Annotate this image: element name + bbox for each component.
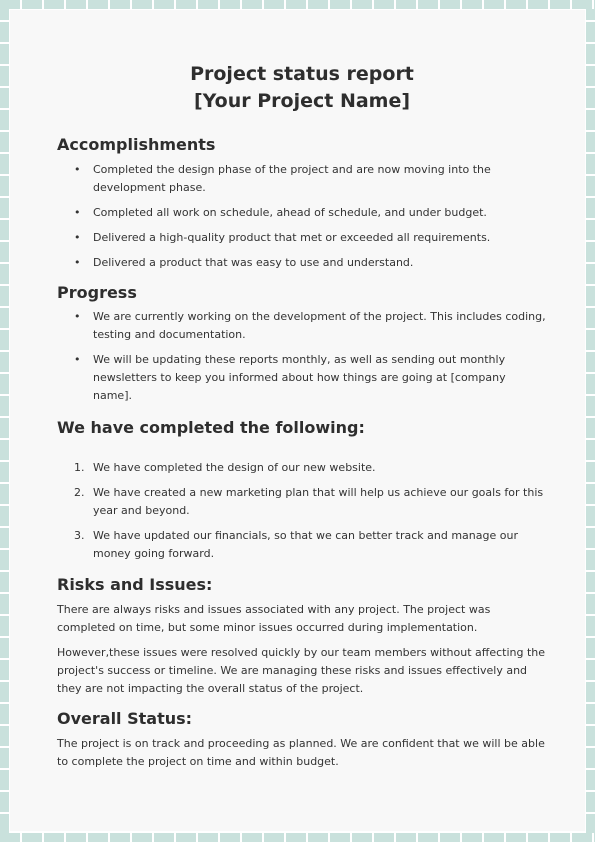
bullet-icon: • <box>74 310 81 323</box>
list-number: 2. <box>74 486 85 499</box>
list-item-text: Completed all work on schedule, ahead of schedule, and under budget. <box>93 206 487 219</box>
list-item <box>57 161 547 197</box>
list-item-text: We have completed the design of our new website. <box>93 461 376 474</box>
list-item <box>57 484 547 520</box>
bullet-icon: • <box>74 353 81 366</box>
title-line-1: Project status report <box>190 63 414 85</box>
list-item-text: Delivered a product that was easy to use and understand. <box>93 256 414 269</box>
overall-status-heading: Overall Status: <box>57 709 193 728</box>
accomplishments-list <box>57 161 547 272</box>
list-item <box>57 229 547 247</box>
risks-paragraph: There are always risks and issues associated with any project. The project was completed on time, but some minor issues occurred during implementation. <box>57 603 491 634</box>
progress-list <box>57 308 547 405</box>
list-item-text: Completed the design phase of the project and are now moving into the development phase. <box>93 163 491 194</box>
document-title <box>57 61 547 115</box>
overall-status-paragraph: The project is on track and proceeding as planned. We are confident that we will be able to complete the project on time and within budget. <box>57 737 545 768</box>
list-item <box>57 527 547 563</box>
list-item-text: Delivered a high-quality product that met or exceeded all requirements. <box>93 231 491 244</box>
title-line-2: [Your Project Name] <box>193 90 411 112</box>
list-item <box>57 308 547 344</box>
risks-paragraph: However,these issues were resolved quickly by our team members without affecting the project's success or timeline. We are managing these risks and issues effectively and they are not impacting the overall status of the project. <box>57 646 546 695</box>
completed-heading: We have completed the following: <box>57 418 365 437</box>
progress-heading: Progress <box>57 283 137 302</box>
bullet-icon: • <box>74 231 81 244</box>
list-item-text: We will be updating these reports monthly, as well as sending out monthly newsletters to keep you informed about how things are going at [company name]. <box>93 353 506 402</box>
list-number: 1. <box>74 461 85 474</box>
list-item-text: We are currently working on the development of the project. This includes coding, testing and documentation. <box>93 310 546 341</box>
list-item-text: We have created a new marketing plan that will help us achieve our goals for this year and beyond. <box>93 486 544 517</box>
accomplishments-heading: Accomplishments <box>57 135 216 154</box>
bullet-icon: • <box>74 163 81 176</box>
list-number: 3. <box>74 529 85 542</box>
list-item <box>57 459 547 477</box>
bullet-icon: • <box>74 256 81 269</box>
list-item <box>57 351 547 405</box>
completed-list <box>57 459 547 563</box>
list-item-text: We have updated our financials, so that we can better track and manage our money going forward. <box>93 529 518 560</box>
list-item <box>57 204 547 222</box>
document-content <box>57 61 547 771</box>
risks-heading: Risks and Issues: <box>57 575 213 594</box>
bullet-icon: • <box>74 206 81 219</box>
list-item <box>57 254 547 272</box>
document-page <box>10 10 585 831</box>
